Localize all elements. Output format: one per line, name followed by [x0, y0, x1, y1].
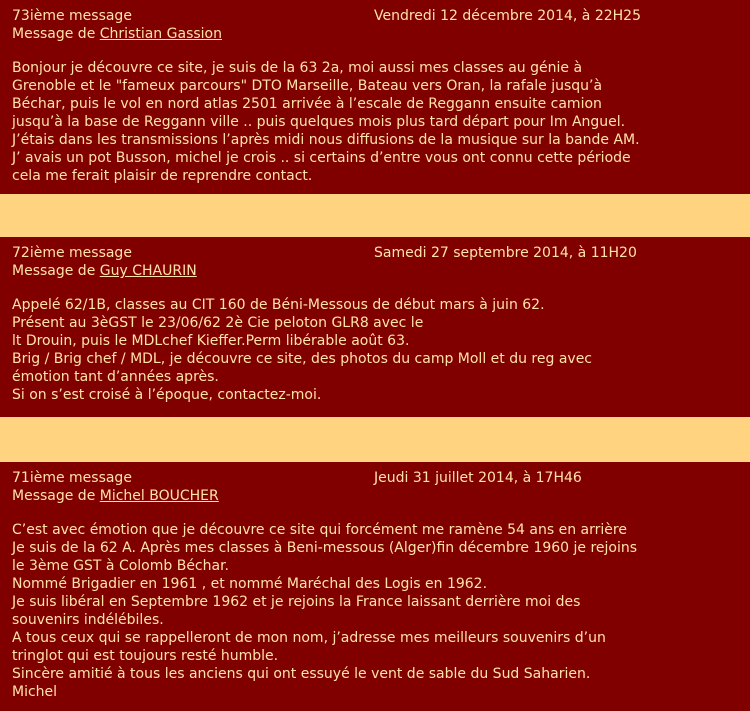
message-number: 73ième message [12, 8, 132, 24]
message-card [0, 237, 750, 417]
message-date: Samedi 27 septembre 2014, à 11H20 [374, 245, 637, 261]
message-header [12, 244, 738, 262]
message-separator [0, 417, 750, 462]
message-from [12, 262, 738, 280]
author-link[interactable]: Michel BOUCHER [99, 488, 219, 504]
message-body: Appelé 62/1B, classes au CIT 160 de Béni-Messous de début mars à juin 62. Présent au 3èGST le 23/06/62 2è Cie peloton GLR8 avec le lt Drouin, puis le MDLchef Kieffer.Perm libérable août 63. Brig / Brig chef / MDL, je découvre ce site, des photos du camp Moll et du reg avec émotion tant d’années après. Si on s’est croisé à l’époque, contactez-moi. [12, 297, 593, 403]
author-link[interactable]: Guy CHAURIN [99, 263, 197, 279]
message-card [0, 0, 750, 194]
message-date: Jeudi 31 juillet 2014, à 17H46 [374, 470, 582, 486]
message-header [12, 469, 738, 487]
message-separator [0, 194, 750, 237]
message-number: 71ième message [12, 470, 132, 486]
message-date: Vendredi 12 décembre 2014, à 22H25 [374, 8, 641, 24]
message-header [12, 7, 738, 25]
message-body: C’est avec émotion que je découvre ce site qui forcément me ramène 54 ans en arrière Je suis de la 62 A. Après mes classes à Beni-messous (Alger)fin décembre 1960 je rejoins le 3ème GST à Colomb Béchar. Nommé Brigadier en 1961 , et nommé Maréchal des Logis en 1962. Je suis libéral en Septembre 1962 et je rejoins la France laissant derrière moi des souvenirs indélébiles. A tous ceux qui se rappelleront de mon nom, j’adresse mes meilleurs souvenirs d’un tringlot qui est toujours resté humble. Sincère amitié à tous les anciens qui ont essuyé le vent de sable du Sud Saharien. Michel [12, 522, 638, 700]
message-from [12, 25, 738, 43]
author-link[interactable]: Christian Gassion [99, 26, 222, 42]
message-from [12, 487, 738, 505]
from-prefix: Message de [12, 488, 100, 504]
from-prefix: Message de [12, 263, 100, 279]
message-body: Bonjour je découvre ce site, je suis de la 63 2a, moi aussi mes classes au génie à Grenoble et le "fameux parcours" DTO Marseille, Bateau vers Oran, la rafale jusqu’à Béchar, puis le vol en nord atlas 2501 arrivée à l’escale de Reggann ensuite camion jusqu’à la base de Reggann ville .. puis quelques mois plus tard départ pour Im Anguel. J’étais dans les transmissions l’après midi nous diffusions de la musique sur la bande AM. J’ avais un pot Busson, michel je crois .. si certains d’entre vous ont connu cette période cela me ferait plaisir de reprendre contact. [12, 60, 640, 184]
message-card [0, 462, 750, 711]
message-number: 72ième message [12, 245, 132, 261]
from-prefix: Message de [12, 26, 100, 42]
